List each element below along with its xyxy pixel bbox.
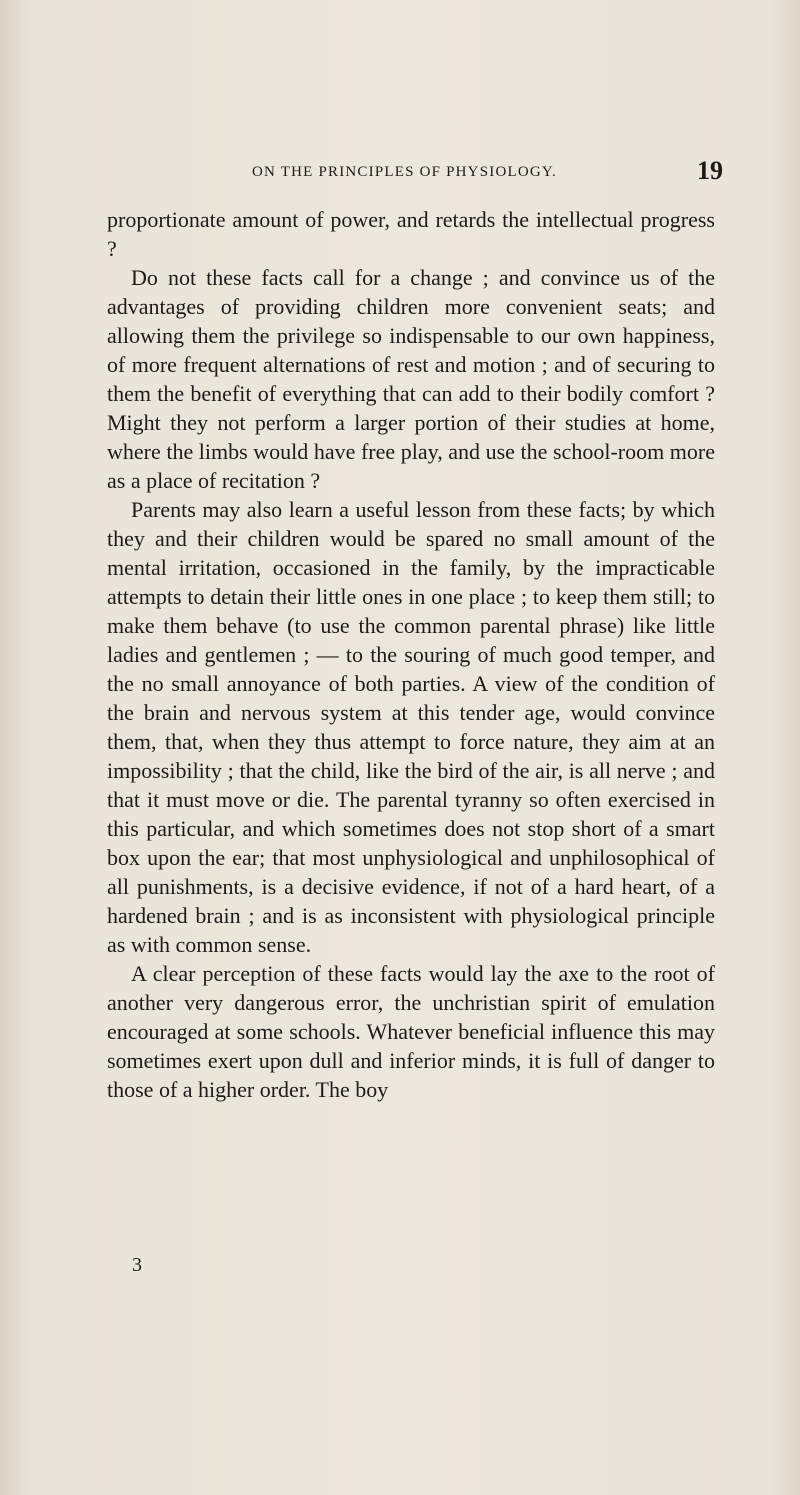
page-number: 19	[697, 156, 723, 185]
signature-mark: 3	[132, 1254, 142, 1276]
running-title: ON THE PRINCIPLES OF PHYSIOLOGY.	[252, 164, 557, 180]
running-header	[0, 156, 800, 192]
paragraph: A clear perception of these facts would lay the axe to the root of another very dangerous error, the unchristian spirit of emulation encouraged at some schools. Whatever beneficial influence this may sometimes exert upon dull and inferior minds, it is full of danger to those of a higher order. The boy	[107, 961, 715, 1102]
paragraph: Do not these facts call for a change ; and convince us of the advantages of providing children more convenient seats; and allowing them the privilege so indispensable to our own happiness, of more frequent alternations of rest and motion ; and of securing to them the benefit of everything that can add to their bodily comfort ? Might they not perform a larger portion of their studies at home, where the limbs would have free play, and use the school-room more as a place of recitation ?	[107, 265, 715, 493]
paragraph: proportionate amount of power, and retards the intellectual progress ?	[107, 207, 715, 261]
body-text	[107, 205, 715, 1104]
paragraph: Parents may also learn a useful lesson from these facts; by which they and their children would be spared no small amount of the mental irritation, occasioned in the family, by the impracticable attempts to detain their little ones in one place ; to keep them still; to make them behave (to use the common parental phrase) like little ladies and gentlemen ; — to the souring of much good temper, and the no small annoyance of both parties. A view of the condition of the brain and nervous system at this tender age, would convince them, that, when they thus attempt to force nature, they aim at an impossibility ; that the child, like the bird of the air, is all nerve ; and that it must move or die. The parental tyranny so often exercised in this particular, and which sometimes does not stop short of a smart box upon the ear; that most unphysiological and unphilosophical of all punishments, is a decisive evidence, if not of a hard heart, of a hardened brain ; and is as inconsistent with physiological principle as with common sense.	[107, 497, 715, 957]
